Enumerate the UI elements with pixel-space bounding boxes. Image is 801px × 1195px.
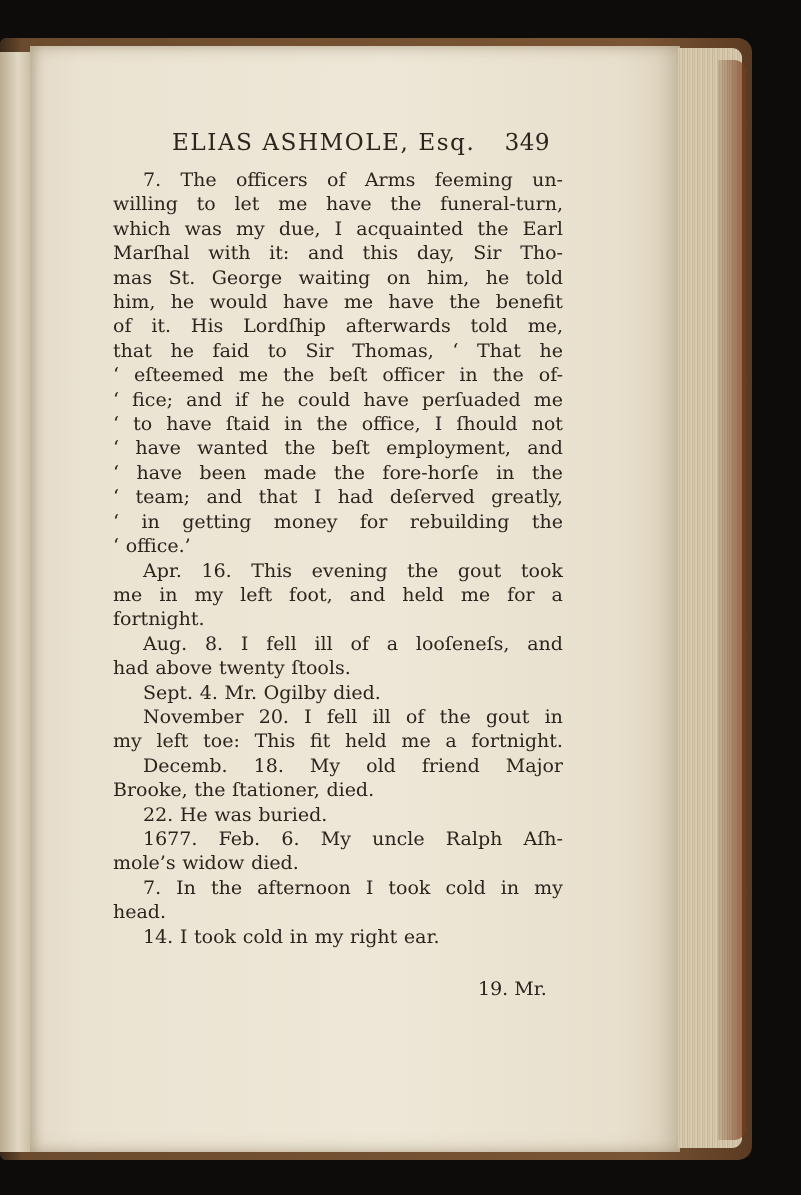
text-line: willing to let me have the funeral-turn, bbox=[113, 193, 563, 216]
text-line: ‘ have wanted the beſt employment, and bbox=[113, 437, 563, 460]
text-line: Sept. 4. Mr. Ogilby died. bbox=[143, 681, 381, 704]
text-line: ‘ office.’ bbox=[113, 535, 191, 558]
text-line: 22. He was buried. bbox=[143, 803, 328, 826]
text-line: him, he would have me have the benefit bbox=[113, 291, 563, 314]
text-line: head. bbox=[113, 901, 167, 924]
text-line: Aug. 8. I fell ill of a looſeneſs, and bbox=[143, 632, 563, 655]
text-line: November 20. I fell ill of the gout in bbox=[143, 705, 563, 728]
text-line: 7. The officers of Arms feeming un- bbox=[143, 169, 563, 191]
text-line: ‘ have been made the fore-horſe in the bbox=[113, 461, 563, 484]
text-line: had above twenty ſtools. bbox=[113, 657, 351, 680]
text-line: my left toe: This fit held me a fortnight. bbox=[113, 730, 563, 753]
page-body-text bbox=[113, 168, 563, 949]
text-line: ‘ in getting money for rebuilding the bbox=[113, 510, 563, 533]
text-line: 14. I took cold in my right ear. bbox=[143, 925, 440, 948]
text-line: Brooke, the ſtationer, died. bbox=[113, 779, 375, 802]
text-line: ‘ team; and that I had deſerved greatly, bbox=[113, 486, 563, 509]
text-line: ‘ to have ſtaid in the office, I ſhould not bbox=[113, 413, 563, 436]
text-line: me in my left foot, and held me for a bbox=[113, 583, 563, 606]
text-line: Apr. 16. This evening the gout took bbox=[143, 559, 563, 582]
text-line: ‘ eſteemed me the beſt officer in the of- bbox=[113, 364, 563, 387]
text-line: Marſhal with it: and this day, Sir Tho- bbox=[113, 242, 563, 265]
text-line: 1677. Feb. 6. My uncle Ralph Aſh- bbox=[143, 827, 563, 850]
text-line: fortnight. bbox=[113, 608, 205, 631]
text-line: mole’s widow died. bbox=[113, 852, 299, 875]
page-number: 349 bbox=[504, 130, 550, 156]
catchword: 19. Mr. bbox=[478, 978, 547, 1000]
left-page-edge bbox=[0, 52, 31, 1152]
text-line: Decemb. 18. My old friend Major bbox=[143, 754, 563, 777]
text-line: 7. In the afternoon I took cold in my bbox=[143, 876, 563, 899]
text-line: of it. His Lordſhip afterwards told me, bbox=[113, 315, 563, 338]
text-line: that he faid to Sir Thomas, ‘ That he bbox=[113, 339, 563, 362]
running-title: ELIAS ASHMOLE, Esq. bbox=[172, 130, 476, 156]
text-line: which was my due, I acquainted the Earl bbox=[113, 217, 563, 240]
cover-edge bbox=[718, 60, 746, 1140]
running-header bbox=[172, 130, 550, 156]
text-line: mas St. George waiting on him, he told bbox=[113, 266, 563, 289]
text-line: ‘ fice; and if he could have perſuaded me bbox=[113, 388, 563, 411]
